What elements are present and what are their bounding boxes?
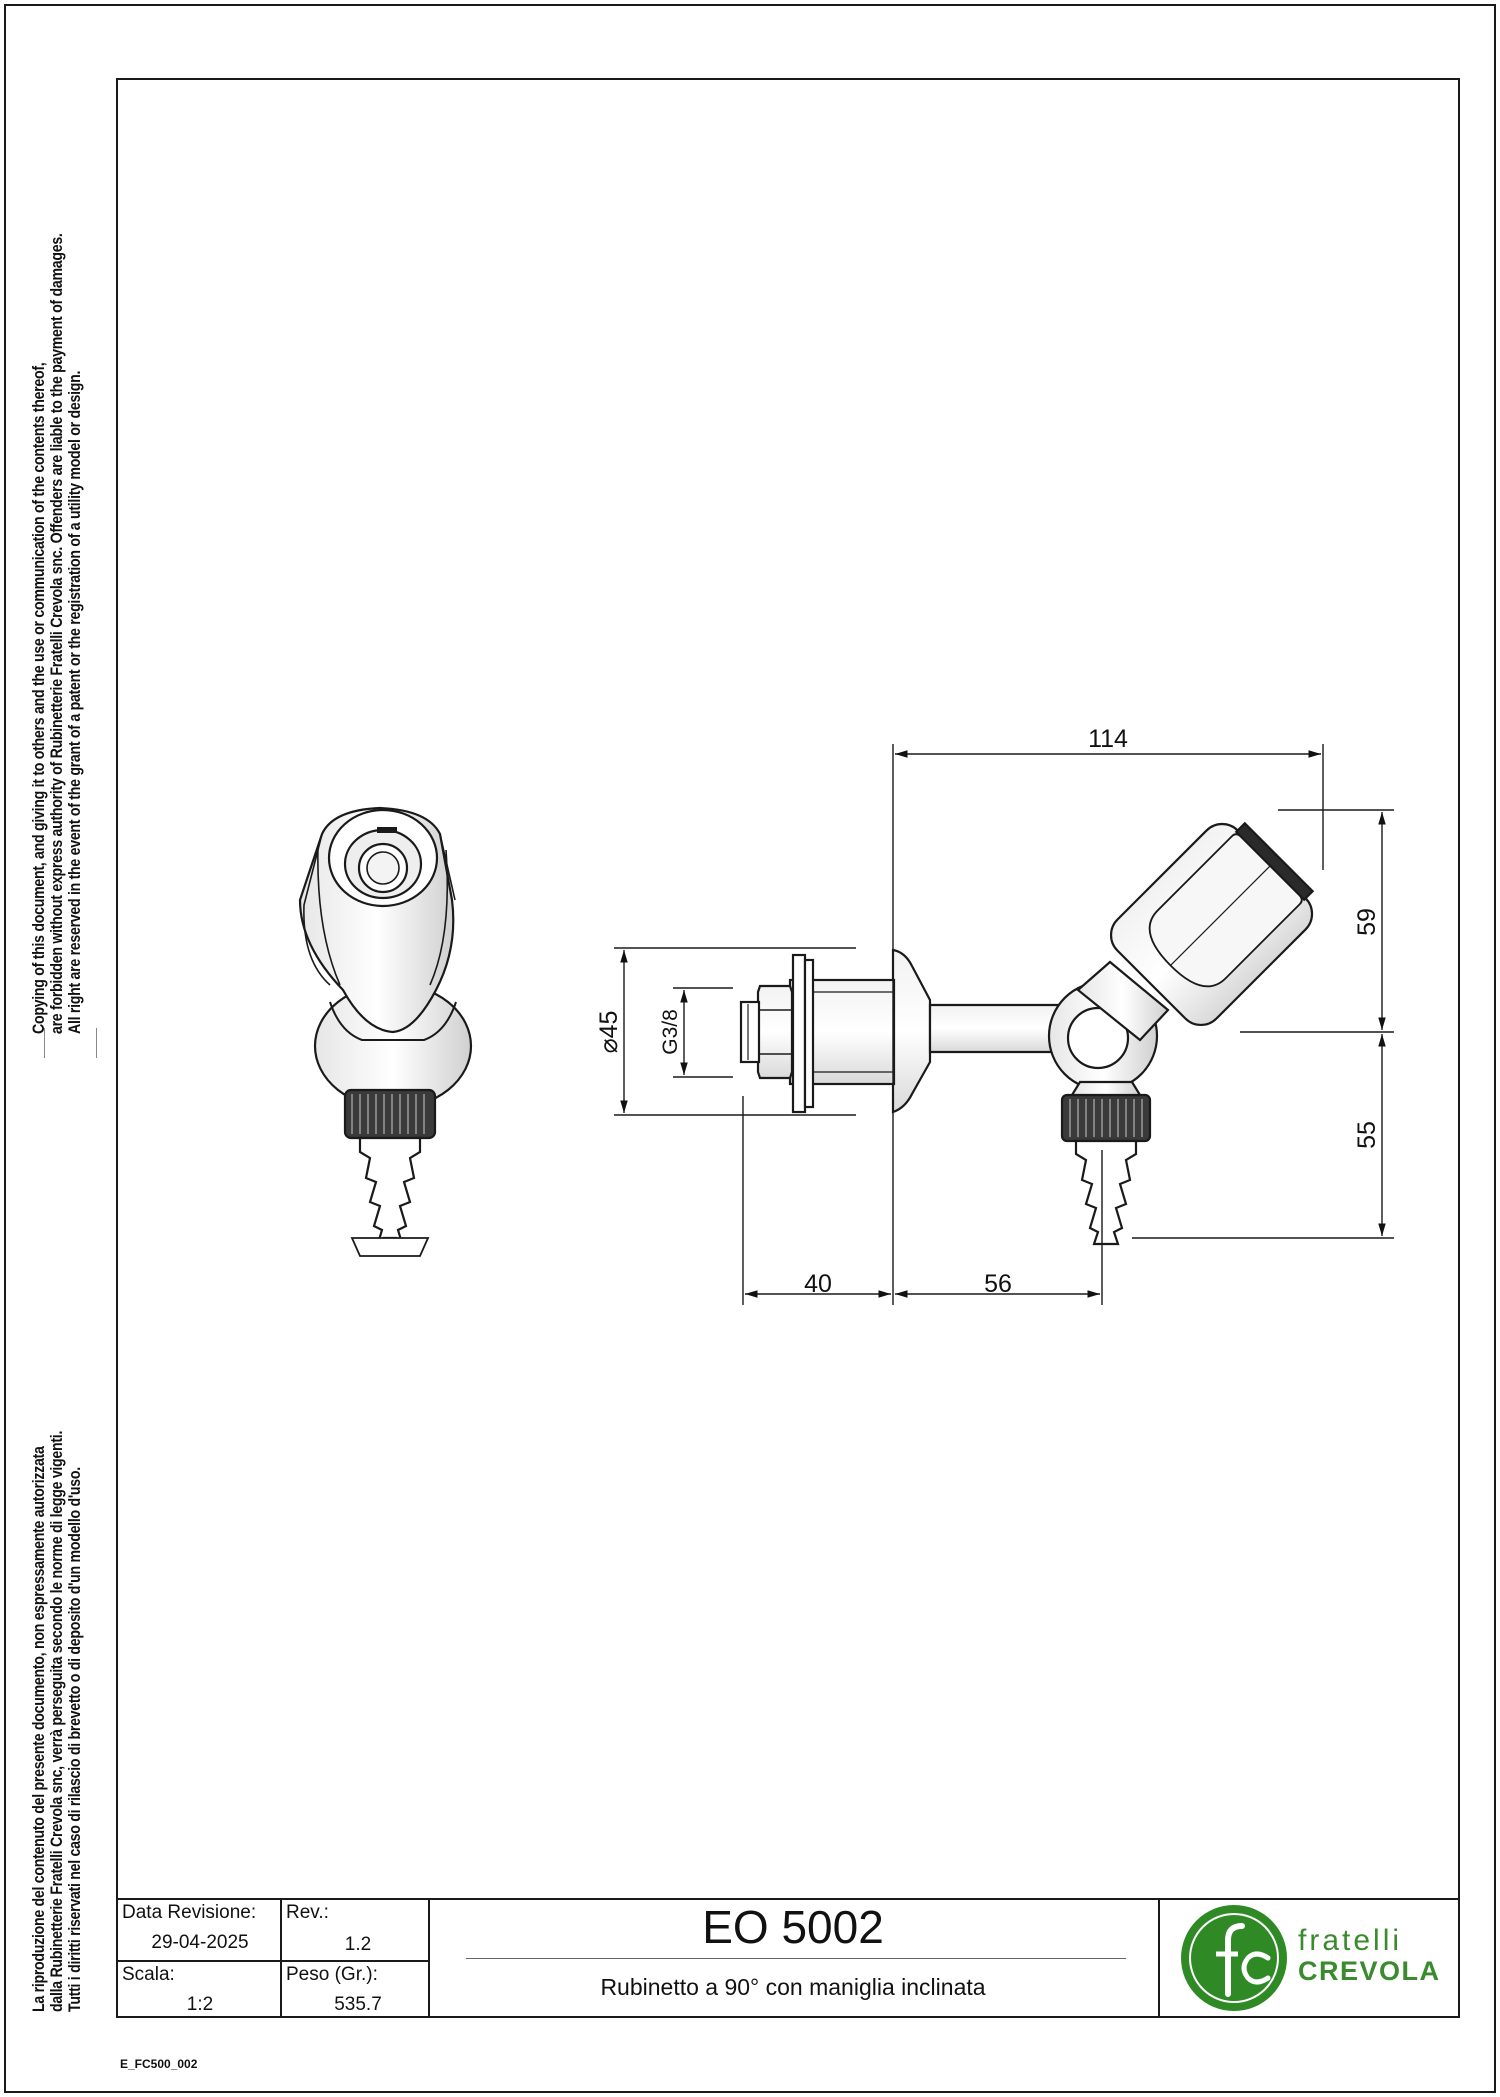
copyright-note-en-line-3: All right are reserved in the event of the grant of a patent or the registration of a utility model or design. bbox=[66, 370, 84, 1035]
dim-56: 56 bbox=[984, 1270, 1012, 1298]
side-view bbox=[741, 808, 1328, 1244]
title-block-divider-1 bbox=[280, 1898, 282, 2016]
footer-document-code: E_FC500_002 bbox=[120, 2057, 198, 2071]
rev-label: Rev.: bbox=[286, 1902, 329, 1923]
data-revisione-value: 29-04-2025 bbox=[151, 1932, 249, 1953]
fc-logo-mark bbox=[1176, 1902, 1296, 2014]
data-revisione-label: Data Revisione: bbox=[122, 1902, 257, 1923]
dim-55: 55 bbox=[1353, 1121, 1381, 1149]
rev-value: 1.2 bbox=[344, 1934, 372, 1955]
dim-40: 40 bbox=[804, 1270, 832, 1298]
dim-59: 59 bbox=[1353, 908, 1381, 936]
side-wall-flange bbox=[893, 950, 930, 1112]
front-knurled-nut bbox=[345, 1090, 435, 1138]
front-view bbox=[300, 808, 471, 1256]
title-block-divider-3 bbox=[1158, 1898, 1160, 2016]
side-hose-barb bbox=[1076, 1141, 1136, 1244]
copyright-note-en-line-2: are forbidden without express authority of Rubinetterie Fratelli Crevola snc. Offenders are liable to the payment of damages. bbox=[48, 233, 66, 1034]
side-knurled-nut bbox=[1062, 1095, 1150, 1141]
product-code: EO 5002 bbox=[702, 1901, 884, 1953]
scala-label: Scala: bbox=[122, 1964, 175, 1985]
side-lock-nut bbox=[758, 986, 792, 1078]
product-description: Rubinetto a 90° con maniglia inclinata bbox=[600, 1974, 986, 2000]
company-logo bbox=[1174, 1902, 1454, 2012]
copyright-note-it-line-2: dalla Rubinetterie Fratelli Crevola snc, verrà perseguita secondo le norme di legge vigenti. bbox=[48, 1430, 66, 2012]
side-washer bbox=[793, 955, 805, 1112]
dim-diameter-45: ⌀45 bbox=[595, 1010, 623, 1054]
copyright-note-it-line-3: Tutti i diritti riservati nel caso di rilascio di brevetto o di deposito d'un modello d'uso. bbox=[66, 1467, 84, 2012]
peso-label: Peso (Gr.): bbox=[286, 1964, 378, 1985]
peso-value: 535.7 bbox=[334, 1994, 382, 2015]
title-block-code-underline bbox=[466, 1958, 1126, 1959]
logo-line-crevola: CREVOLA bbox=[1298, 1956, 1441, 1986]
side-inlet bbox=[741, 1002, 759, 1062]
front-hose-barb bbox=[360, 1138, 420, 1254]
copyright-note-en-line-1: Copying of this document, and giving it to others and the use or communication of the contents thereof, bbox=[30, 362, 48, 1034]
title-block bbox=[118, 1898, 1458, 2016]
scala-value: 1:2 bbox=[186, 1994, 214, 2015]
side-pipe bbox=[930, 1005, 1060, 1052]
title-block-mid-border bbox=[118, 1960, 428, 1962]
logo-line-fratelli: fratelli bbox=[1298, 1924, 1403, 1957]
dim-g38: G3/8 bbox=[659, 1009, 682, 1055]
dim-114: 114 bbox=[1088, 725, 1128, 753]
copyright-note-it-line-1: La riproduzione del contenuto del presente documento, non espressamente autorizzata bbox=[30, 1446, 48, 2012]
